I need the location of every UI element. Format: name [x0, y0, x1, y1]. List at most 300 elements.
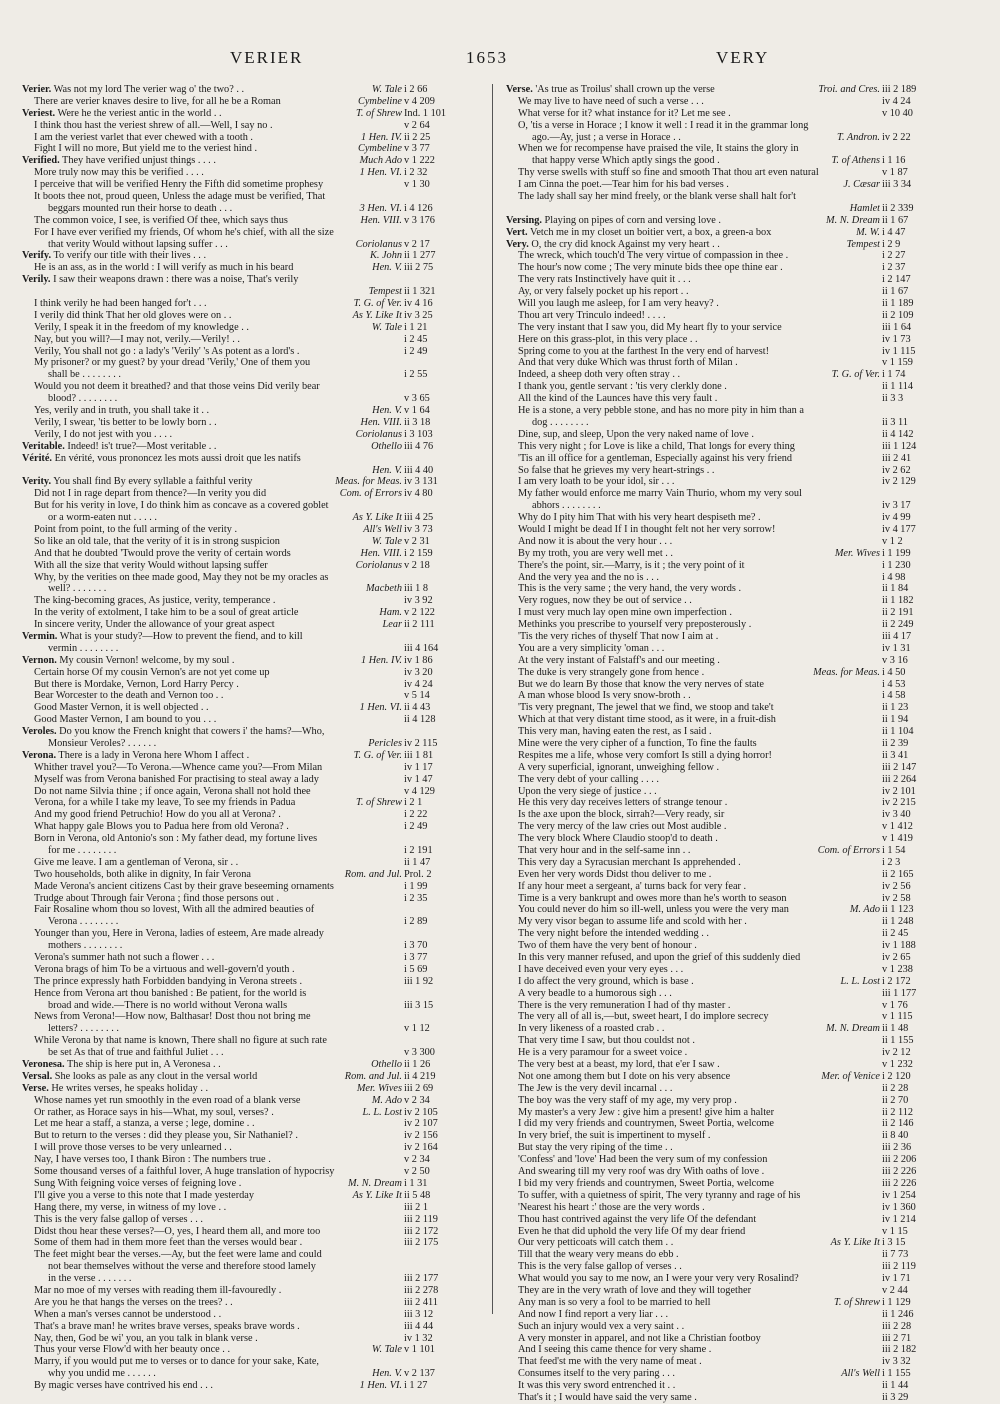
entry-line [506, 429, 952, 441]
quotation-text: He is a stone, a very pebble stone, and has no more pity in him than a [518, 405, 804, 417]
entry-line [22, 679, 474, 691]
entry-line [506, 583, 952, 595]
act-scene-line: v 2 34 [402, 1154, 474, 1166]
entry-line [506, 476, 952, 488]
quotation-text: In very brief, the suit is impertinent to myself . [518, 1130, 711, 1142]
quotation-text: Playing on pipes of corn and versing love . [541, 214, 721, 226]
quotation-text: Thus your verse Flow'd with her beauty once . . [34, 1344, 231, 1356]
play-reference: As Y. Like It [350, 310, 402, 322]
entry-line [22, 1356, 474, 1368]
entry-line [22, 96, 474, 108]
entry-line [22, 1154, 474, 1166]
act-scene-line: iii 2 119 [880, 1261, 952, 1273]
play-reference: K. John [367, 250, 402, 262]
play-reference: T. of Shrew [831, 1297, 880, 1309]
act-scene-line: i 1 99 [402, 881, 474, 893]
entry-line [22, 1309, 474, 1321]
entry-line [506, 762, 952, 774]
act-scene-line: iv 3 25 [402, 310, 474, 322]
act-scene-line: iv 1 71 [880, 1273, 952, 1285]
entry-line [22, 1083, 474, 1095]
quotation-text: Born in Verona, old Antonio's son : My father dead, my fortune lives [34, 833, 318, 845]
quotation-text: There's the point, sir.—Marry, is it ; the very point of it [518, 559, 745, 571]
play-reference: J. Cæsar [840, 179, 880, 191]
act-scene-line: v 2 50 [402, 1166, 474, 1178]
quotation-text: 'Tis the very riches of thyself That now I aim at . [518, 630, 719, 642]
entry-line [506, 833, 952, 845]
entry-line [22, 1261, 474, 1273]
headword: Veronesa. [22, 1059, 65, 1071]
play-reference: M. Ado [847, 904, 880, 916]
quotation-text: En vérité, vous prononcez les mots aussi droit que les natifs [52, 452, 301, 464]
entry-line [506, 928, 952, 940]
entry-line [22, 357, 474, 369]
act-scene-line: i 2 147 [880, 274, 952, 286]
play-reference: 3 Hen. VI. [357, 203, 402, 215]
play-reference: M. Ado [369, 1095, 402, 1107]
quotation-text: Didst thou hear these verses?—O, yes, I heard them all, and more too [34, 1225, 321, 1237]
quotation-text: 'Confess' and 'love' Had been the very sum of my confession [518, 1154, 768, 1166]
act-scene-line: iv 1 254 [880, 1190, 952, 1202]
act-scene-line: ii 1 277 [402, 250, 474, 262]
quotation-text: Till that the weary very means do ebb . [518, 1249, 679, 1261]
entry-line [506, 1249, 952, 1261]
play-reference: Ham. [376, 607, 402, 619]
entry-line [22, 1059, 474, 1071]
act-scene-line: ii 1 94 [880, 714, 952, 726]
act-scene-line: i 4 98 [880, 572, 952, 584]
quotation-text: Respites me a life, whose very comfort Is still a dying horror! [518, 749, 772, 761]
entry-line [506, 714, 952, 726]
act-scene-line: ii 1 44 [880, 1380, 952, 1392]
quotation-text: Nay, I have verses too, I thank Biron : The numbers true . [34, 1154, 271, 1166]
quotation-text: In sincere verity, Under the allowance of your great aspect [34, 619, 275, 631]
play-reference: Hen. V. [369, 405, 402, 417]
act-scene-line: ii 1 155 [880, 1035, 952, 1047]
entry-line [506, 132, 952, 144]
entry-line [506, 1190, 952, 1202]
entry-line [506, 1368, 952, 1380]
quotation-text: So like an old tale, that the verity of it is in strong suspicion [34, 535, 280, 547]
entry-line [506, 1107, 952, 1119]
entry-line [506, 286, 952, 298]
act-scene-line: i 1 16 [880, 155, 952, 167]
play-reference: Macbeth [363, 583, 402, 595]
act-scene-line: Ind. 1 101 [402, 108, 474, 120]
play-reference: L. L. Lost [838, 976, 881, 988]
act-scene-line: iv 2 215 [880, 797, 952, 809]
entry-line [506, 357, 952, 369]
act-scene-line: ii 3 41 [880, 750, 952, 762]
entry-line [506, 1059, 952, 1071]
quotation-text: for me . . . . . . . . [48, 845, 117, 856]
quotation-text: I verily did think That her old gloves were on . . [34, 309, 232, 321]
play-reference: Mer. of Venice [818, 1071, 880, 1083]
act-scene-line: iii 1 64 [880, 322, 952, 334]
act-scene-line: ii 1 248 [880, 916, 952, 928]
quotation-text: Do not name Silvia thine ; if once again, Verona shall not hold thee [34, 785, 311, 797]
entry-line [22, 821, 474, 833]
play-reference: T. of Shrew [353, 797, 402, 809]
act-scene-line: ii 4 142 [880, 429, 952, 441]
entry-line [22, 809, 474, 821]
act-scene-line: v 1 12 [402, 1023, 474, 1035]
act-scene-line: iv 1 214 [880, 1214, 952, 1226]
act-scene-line: i 5 69 [402, 964, 474, 976]
headword: Veriest. [22, 107, 56, 119]
play-reference: Coriolanus [353, 429, 402, 441]
play-reference: Troi. and Cres. [815, 84, 880, 96]
entry-line [22, 595, 474, 607]
act-scene-line: iv 4 24 [402, 679, 474, 691]
act-scene-line: v 1 87 [880, 167, 952, 179]
act-scene-line: v 2 31 [402, 536, 474, 548]
entry-line [22, 643, 474, 655]
quotation-text: Some of them had in them more feet than the verses would bear . [34, 1237, 303, 1249]
entry-line [22, 738, 474, 750]
headword: Verse. [22, 1082, 49, 1094]
quotation-text: blood? . . . . . . . . [48, 393, 118, 405]
quotation-text: The feet might bear the verses.—Ay, but the feet were lame and could [34, 1249, 322, 1261]
quotation-text: I'll give you a verse to this note that I made yesterday [34, 1189, 255, 1201]
entry-line [506, 167, 952, 179]
entry-line [506, 1214, 952, 1226]
quotation-text: Verily, I speak it in the freedom of my knowledge . . [34, 321, 249, 333]
act-scene-line: ii 1 67 [880, 215, 952, 227]
entry-line [506, 916, 952, 928]
entry-line [506, 643, 952, 655]
quotation-text: 'Tis very pregnant, The jewel that we find, we stoop and take't [518, 702, 774, 714]
entry-line [22, 928, 474, 940]
play-reference: Othello [368, 441, 402, 453]
entry-line [506, 250, 952, 262]
quotation-text: It was this very sword entrenched it . . [518, 1380, 676, 1392]
entry-line [22, 667, 474, 679]
entry-line [22, 191, 474, 203]
left-column [22, 84, 474, 1392]
act-scene-line: iv 1 32 [402, 1333, 474, 1345]
act-scene-line: iii 3 12 [402, 1309, 474, 1321]
entry-line [506, 1083, 952, 1095]
act-scene-line: iv 3 73 [402, 524, 474, 536]
quotation-text: When we for recompense have praised the vile, It stains the glory in [518, 143, 799, 155]
quotation-text: Consumes itself to the very paring . . . [518, 1368, 676, 1380]
entry-line [506, 1333, 952, 1345]
quotation-text: More truly now may this be verified . . . . [34, 167, 204, 179]
play-reference: T. G. of Ver. [351, 750, 402, 762]
act-scene-line: ii 3 3 [880, 393, 952, 405]
quotation-text: be set As that of true and faithful Juliet . . . [48, 1047, 224, 1059]
act-scene-line: v 1 412 [880, 821, 952, 833]
act-scene-line: i 2 172 [880, 976, 952, 988]
play-reference: 1 Hen. IV. [358, 132, 402, 144]
quotation-text: With all the size that verity Would without lapsing suffer [34, 559, 268, 571]
act-scene-line: iii 2 172 [402, 1226, 474, 1238]
act-scene-line: ii 2 39 [880, 738, 952, 750]
quotation-text: This is the very false gallop of verses . . . [34, 1213, 203, 1225]
act-scene-line: i 4 126 [402, 203, 474, 215]
quotation-text: This is the very same ; the very hand, the very words . [518, 583, 742, 595]
quotation-text: What is your study?—How to prevent the fiend, and to kill [57, 630, 303, 642]
entry-line [22, 1071, 474, 1083]
entry-line [506, 334, 952, 346]
right-column [506, 84, 952, 1404]
act-scene-line: v 2 122 [402, 607, 474, 619]
quotation-text: My very visor began to assume life and scold with her . [518, 916, 747, 928]
quotation-text: shall be . . . . . . . . [48, 369, 121, 381]
quotation-text: It boots thee not, proud queen, Unless the adage must be verified, That [34, 191, 326, 203]
act-scene-line: v 4 209 [402, 96, 474, 108]
act-scene-line: ii 1 48 [880, 1023, 952, 1035]
act-scene-line: ii 2 146 [880, 1118, 952, 1130]
quotation-text: In this very manner refused, and upon the grief of this suddenly died [518, 952, 801, 964]
quotation-text: mothers . . . . . . . . [48, 940, 123, 952]
act-scene-line: iv 3 32 [880, 1356, 952, 1368]
quotation-text: Thou hast contrived against the very life Of the defendant [518, 1213, 757, 1225]
act-scene-line: iii 4 44 [402, 1321, 474, 1333]
entry-line [22, 607, 474, 619]
quotation-text: When a man's verses cannot be understood . . [34, 1308, 222, 1320]
quotation-text: He is an ass, as in the world : I will verify as much in his beard [34, 262, 294, 274]
entry-line [506, 1273, 952, 1285]
quotation-text: That's it ; I would have said the very same . [518, 1391, 697, 1403]
act-scene-line: iv 2 65 [880, 952, 952, 964]
quotation-text: Would you not deem it breathed? and that those veins Did verily bear [34, 381, 320, 393]
entry-line [22, 250, 474, 262]
act-scene-line: i 2 49 [402, 346, 474, 358]
entry-line [22, 1166, 474, 1178]
act-scene-line: i 1 31 [402, 1178, 474, 1190]
quotation-text: She looks as pale as any clout in the versal world [52, 1070, 258, 1082]
entry-line [506, 1202, 952, 1214]
quotation-text: The ship is here put in, A Veronesa . . [64, 1059, 221, 1071]
entry-line [22, 429, 474, 441]
quotation-text: Verona brags of him To be a virtuous and well-govern'd youth . [34, 963, 295, 975]
quotation-text: I am Cinna the poet.—Tear him for his bad verses . [518, 179, 729, 191]
entry-line [22, 1285, 474, 1297]
act-scene-line: v 1 419 [880, 833, 952, 845]
entry-line [22, 1226, 474, 1238]
quotation-text: A man whose blood Is very snow-broth . . [518, 690, 691, 702]
entry-line [506, 143, 952, 155]
entry-line [22, 1214, 474, 1226]
entry-line [22, 1118, 474, 1130]
play-reference: Hen. VIII. [358, 548, 402, 560]
act-scene-line: iii 1 124 [880, 441, 952, 453]
entry-line [506, 690, 952, 702]
act-scene-line: ii 2 70 [880, 1095, 952, 1107]
quotation-text: And the very yea and the no is . . . [518, 571, 659, 583]
act-scene-line: iv 2 62 [880, 465, 952, 477]
entry-line [506, 1023, 952, 1035]
act-scene-line: v 3 77 [402, 143, 474, 155]
entry-line [506, 595, 952, 607]
entry-line [22, 405, 474, 417]
entry-line [506, 964, 952, 976]
act-scene-line: i 2 37 [880, 262, 952, 274]
act-scene-line: v 1 115 [880, 1011, 952, 1023]
entry-line [506, 607, 952, 619]
entry-line [22, 904, 474, 916]
quotation-text: A very beadle to a humorous sigh . . . [518, 987, 672, 999]
entry-line [506, 572, 952, 584]
act-scene-line: iv 2 107 [402, 1118, 474, 1130]
play-reference: 1 Hen. VI. [357, 702, 402, 714]
entry-line [22, 286, 474, 298]
entry-line [22, 310, 474, 322]
quotation-text: And I seeing this came thence for very shame . [518, 1344, 712, 1356]
act-scene-line: iii 2 69 [402, 1083, 474, 1095]
entry-line [22, 108, 474, 120]
entry-line [22, 1249, 474, 1261]
act-scene-line: ii 1 246 [880, 1309, 952, 1321]
quotation-text: But to return to the verses : did they please you, Sir Nathaniel? . [34, 1130, 298, 1142]
act-scene-line: v 3 65 [402, 393, 474, 405]
quotation-text: Or rather, as Horace says in his—What, my soul, verses? . [34, 1106, 274, 1118]
quotation-text: I will prove those verses to be very unlearned . . [34, 1142, 232, 1154]
entry-line [506, 667, 952, 679]
quotation-text: For I have ever verified my friends, Of whom he's chief, with all the size [34, 226, 334, 238]
entry-line [22, 1000, 474, 1012]
quotation-text: that happy verse Which aptly sings the good . [532, 155, 720, 167]
act-scene-line: ii 1 67 [880, 286, 952, 298]
act-scene-line: iv 2 105 [402, 1107, 474, 1119]
play-reference: T. of Athens [828, 155, 880, 167]
quotation-text: The common voice, I see, is verified Of thee, which says thus [34, 214, 288, 226]
entry-line [22, 203, 474, 215]
act-scene-line: i 2 120 [880, 1071, 952, 1083]
act-scene-line: i 1 199 [880, 548, 952, 560]
act-scene-line: iii 2 278 [402, 1285, 474, 1297]
quotation-text: What would you say to me now, an I were your very very Rosalind? [518, 1273, 799, 1285]
act-scene-line: iii 2 119 [402, 1214, 474, 1226]
quotation-text: The boy was the very staff of my age, my very prop . [518, 1094, 737, 1106]
quotation-text: Give me leave. I am a gentleman of Verona, sir . . [34, 856, 239, 868]
entry-line [22, 488, 474, 500]
act-scene-line: ii 4 43 [402, 702, 474, 714]
play-reference: M. W. [853, 227, 880, 239]
act-scene-line: v 3 16 [880, 655, 952, 667]
entry-line [506, 988, 952, 1000]
entry-line [22, 869, 474, 881]
act-scene-line: v 2 137 [402, 1368, 474, 1380]
quotation-text: Dine, sup, and sleep, Upon the very naked name of love . [518, 428, 754, 440]
entry-line [22, 964, 474, 976]
quotation-text: broad and wide.—There is no world without Verona walls [48, 999, 288, 1011]
entry-line [506, 797, 952, 809]
quotation-text: Very rogues, now they be out of service . . [518, 595, 692, 607]
quotation-text: Nay, but you will?—I may not, verily.—Verily! . . [34, 333, 240, 345]
play-reference: L. L. Lost [360, 1107, 403, 1119]
act-scene-line: iv 1 86 [402, 655, 474, 667]
act-scene-line: v 3 176 [402, 215, 474, 227]
act-scene-line: ii 1 84 [880, 583, 952, 595]
entry-line [506, 869, 952, 881]
entry-line [22, 1333, 474, 1345]
entry-line [22, 655, 474, 667]
quotation-text: They have verified unjust things . . . . [59, 155, 216, 167]
entry-line [22, 750, 474, 762]
quotation-text: What verse for it? what instance for it? Let me see . [518, 107, 731, 119]
quotation-text: Good Master Vernon, it is well objected . . [34, 702, 209, 714]
quotation-text: Myself was from Verona banished For practising to steal away a lady [34, 773, 319, 785]
entry-line [506, 1297, 952, 1309]
entry-line [506, 1047, 952, 1059]
entry-line [22, 346, 474, 358]
act-scene-line: i 2 35 [402, 893, 474, 905]
quotation-text: Here on this grass-plot, in this very place . . [518, 333, 698, 345]
act-scene-line: ii 2 25 [402, 132, 474, 144]
entry-line [506, 1356, 952, 1368]
entry-line [506, 679, 952, 691]
quotation-text: They are in the very wrath of love and they will together [518, 1284, 752, 1296]
act-scene-line: i 2 27 [880, 250, 952, 262]
entry-line [506, 774, 952, 786]
headword: Verify. [22, 250, 52, 262]
entry-line [506, 1392, 952, 1404]
entry-line [22, 1237, 474, 1249]
act-scene-line: Prol. 2 [402, 869, 474, 881]
play-reference: Pericles [365, 738, 402, 750]
quotation-text: That very hour and in the self-same inn . . [518, 845, 691, 856]
act-scene-line: ii 3 18 [402, 417, 474, 429]
quotation-text: Even he that did uphold the very life Of my dear friend [518, 1225, 746, 1237]
act-scene-line: i 2 22 [402, 809, 474, 821]
act-scene-line: iii 4 40 [402, 465, 474, 477]
quotation-text: The very rats Instinctively have quit it . . . [518, 274, 691, 286]
quotation-text: ago.—Ay, just ; a verse in Horace . . [532, 131, 681, 143]
act-scene-line: i 2 9 [880, 239, 952, 251]
act-scene-line: i 2 3 [880, 857, 952, 869]
entry-line [22, 714, 474, 726]
entry-line [506, 1237, 952, 1249]
entry-line [506, 1178, 952, 1190]
header-right-word: VERY [716, 48, 770, 67]
quotation-text: Our very petticoats will catch them . . [518, 1237, 674, 1249]
entry-line [22, 1297, 474, 1309]
act-scene-line: iii 2 189 [880, 84, 952, 96]
quotation-text: Did not I in rage depart from thence?—In verity you did [34, 488, 267, 500]
act-scene-line: i 2 1 [402, 797, 474, 809]
quotation-text: not bear themselves without the verse and therefore stood lamely [48, 1261, 316, 1273]
quotation-text: At the very instant of Falstaff's and our meeting . [518, 654, 720, 666]
quotation-text: The very all of all is,—but, sweet heart, I do implore secrecy [518, 1011, 769, 1023]
quotation-text: The wreck, which touch'd The very virtue of compassion in thee . [518, 250, 789, 262]
play-reference: T. G. of Ver. [351, 298, 402, 310]
act-scene-line: v 1 238 [880, 964, 952, 976]
entry-line [22, 1178, 474, 1190]
act-scene-line: i 3 70 [402, 940, 474, 952]
quotation-text: The very mercy of the law cries out Most audible . [518, 821, 727, 833]
entry-line [22, 1190, 474, 1202]
entry-line [22, 84, 474, 96]
act-scene-line: iv 4 99 [880, 512, 952, 524]
entry-line [22, 453, 474, 465]
act-scene-line: iv 3 20 [402, 667, 474, 679]
play-reference: Hen. VIII. [358, 215, 402, 227]
quotation-text: If any hour meet a sergeant, a' turns back for very fear . [518, 880, 747, 892]
play-reference: W. Tale [369, 84, 402, 96]
column-divider [492, 84, 493, 1314]
quotation-text: Made Verona's ancient citizens Cast by their grave beseeming ornaments [34, 880, 334, 892]
quotation-text: News from Verona!—How now, Balthasar! Dost thou not bring me [34, 1011, 311, 1023]
play-reference: W. Tale [369, 536, 402, 548]
act-scene-line: ii 2 111 [402, 619, 474, 631]
entry-line [506, 1000, 952, 1012]
quotation-text: Verily, I swear, 'tis better to be lowly born . . [34, 416, 217, 428]
quotation-text: And swearing till my very roof was dry With oaths of love . [518, 1166, 765, 1178]
play-reference: M. N. Dream [823, 215, 880, 227]
